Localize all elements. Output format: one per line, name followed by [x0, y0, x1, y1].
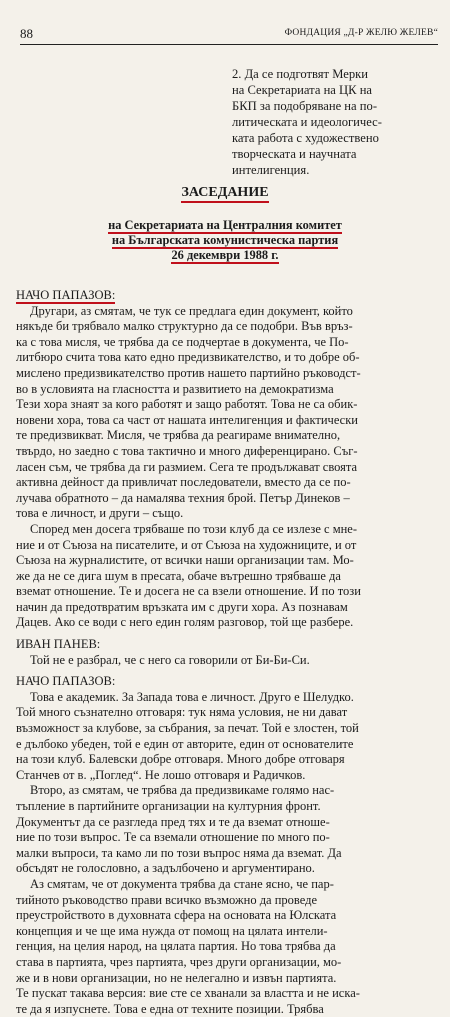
text-line: Той не е разбрал, че с него са говорили от Би-Би-Си. — [30, 652, 310, 667]
text-line: новени хора, това са част от нашата интелигенция и фактически — [16, 412, 358, 427]
item2-line: 2. Да се подготвят Мерки — [232, 67, 368, 81]
item2-line: творческата и научната — [232, 147, 357, 161]
text-line: мислено предизвикателство против нашето партийно ръководст- — [16, 365, 361, 380]
text-line: лучава обратното – да намалява техния брой. Петър Динеков – — [16, 490, 350, 505]
text-line: става в партията, чрез партията, чрез други организации, мо- — [16, 954, 342, 969]
session-subtitle-text: на Секретариата на Централния комитет — [108, 218, 342, 232]
session-subtitle-line — [0, 218, 450, 233]
session-subtitle — [0, 218, 450, 263]
text-line: Другари, аз смятам, че тук се предлага един документ, който — [30, 303, 353, 318]
text-line: ласен съм, че трябва да ги размием. Сега те продължават своята — [16, 459, 358, 474]
item2-line: БКП за подобряване на по- — [232, 99, 378, 113]
text-line: же да не се дига шум в пресата, обаче вътрешно трябваше да — [16, 568, 341, 583]
text-line: твърдо, но заедно с това тактично и много диференцирано. Съг- — [16, 443, 358, 458]
text-line: генция, на целия народ, на цялата партия. Но това трябва да — [16, 939, 336, 954]
session-subtitle-text: на Българската комунистическа партия — [111, 233, 339, 247]
text-line: те да я изпуснете. Това е една от техните позиции. Трябва — [16, 1001, 324, 1016]
text-line: Той много съзнателно отговаря: тук няма условия, не ни дават — [16, 705, 348, 720]
text-line: ние и от Съюза на писателите, и от Съюза на художниците, и от — [16, 537, 357, 552]
text-line: Според мен досега трябваше по този клуб да се излезе с мне- — [30, 521, 358, 536]
text-line: ние по този въпрос. Те са вземали отношение по много по- — [16, 830, 330, 845]
text-line: Тези хора знаят за кого работят и защо работят. Това не са обик- — [16, 397, 358, 412]
text-line: тийното ръководство прави всичко възможно да проведе — [16, 892, 318, 907]
session-subtitle-line — [0, 248, 450, 263]
text-line: тъпление в партийните организации на културния фронт. — [16, 799, 321, 813]
text-line: начин да предотвратим връзката им с други хора. Аз познавам — [16, 599, 348, 614]
page-header — [20, 22, 438, 45]
speaker-name — [16, 288, 434, 304]
agenda-item-2 — [232, 66, 432, 178]
text-line: концепция и че ще има нужда от помощ на цялата интели- — [16, 923, 328, 938]
session-subtitle-text: 26 декември 1988 г. — [171, 248, 279, 262]
text-line: обсъдят не голословно, а задълбочено и аргументирано. — [16, 861, 315, 876]
text-line: активна дейност да привличат последователи, вместо да се по- — [16, 475, 351, 490]
text-line: вземат отношение. Те и досега не са взели отношение. И по този — [16, 584, 361, 599]
text-line: Аз смятам, че от документа трябва да стане ясно, че пар- — [30, 876, 334, 891]
session-title-text: ЗАСЕДАНИЕ — [181, 185, 268, 203]
text-line: преустройството в духовната сфера на основата на Юлската — [16, 908, 337, 923]
item2-line: интелигенция. — [232, 163, 310, 177]
speaker-name-text: НАЧО ПАПАЗОВ: — [16, 674, 116, 689]
text-line: же и в нови организации, но не нелегално и извън партията. — [16, 970, 337, 985]
text-line: Съюза на журналистите, от всички наши организации там. Мо- — [16, 553, 354, 568]
transcript-body — [16, 288, 434, 1017]
session-subtitle-line — [0, 233, 450, 248]
text-line: Второ, аз смятам, че трябва да предизвикаме голямо нас- — [30, 783, 335, 798]
item2-line: литическата и идеологичес- — [232, 115, 382, 129]
text-line: някъде би трябвало малко структурно да се подобри. Във връз- — [16, 319, 353, 334]
text-line: това е личност, и други – също. — [16, 506, 184, 521]
item2-line: на Секретариата на ЦК на — [232, 83, 373, 97]
speaker-name — [16, 674, 434, 690]
text-line: литбюро счита това като едно предизвикателство, и то добре об- — [16, 350, 360, 365]
speaker-name-text: НАЧО ПАПАЗОВ: — [16, 288, 116, 302]
text-line: во в условията на гласността и развитието на демократизма — [16, 381, 334, 396]
page-number: 88 — [20, 26, 33, 41]
item2-line: ката работа с художествено — [232, 131, 379, 145]
text-line: Това е академик. За Запада това е личност. Друго е Шелудко. — [30, 689, 354, 704]
text-line: на този клуб. Балевски добре отговаря. Много добре отговаря — [16, 752, 345, 767]
text-line: Те пускат такава версия: вие сте се хванали за властта и не иска- — [16, 986, 360, 1001]
text-line: Документът да се разгледа пред тях и те да вземат отноше- — [16, 814, 330, 829]
text-line: малки въпроси, та камо ли по този въпрос няма да вземат. Да — [16, 845, 342, 860]
text-line: ка с това мисля, че трябва да се подчертае в документа, че По- — [16, 334, 349, 349]
speaker-name-text: ИВАН ПАНЕВ: — [16, 637, 101, 652]
text-line: Дацев. Ако се води с него един голям разговор, той ще разбере. — [16, 615, 354, 630]
running-head: ФОНДАЦИЯ „Д-Р ЖЕЛЮ ЖЕЛЕВ“ — [284, 28, 438, 38]
text-line: те предизвикват. Мисля, че трябва да реагираме внимателно, — [16, 428, 341, 443]
session-title — [0, 185, 450, 201]
text-line: Станчев от в. „Поглед“. Не лошо отговаря и Радичков. — [16, 767, 306, 782]
text-line: възможност за клубове, за събрания, за печат. Той е злостен, той — [16, 721, 359, 736]
speaker-name — [16, 637, 434, 653]
text-line: е дълбоко убеден, той е един от авторите, един от основателите — [16, 736, 354, 751]
